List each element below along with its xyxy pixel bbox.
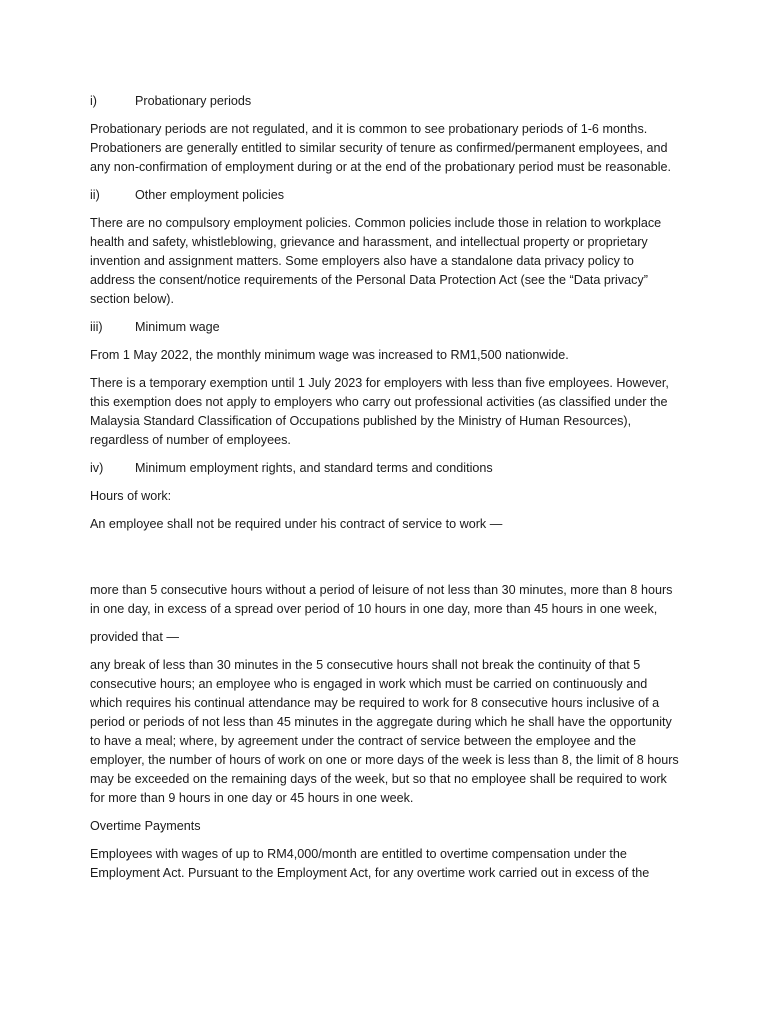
section-title: Minimum employment rights, and standard terms and conditions — [135, 461, 493, 475]
paragraph: provided that — — [90, 630, 179, 644]
section-number: iv) — [90, 461, 104, 475]
paragraph: From 1 May 2022, the monthly minimum wage was increased to RM1,500 nationwide. — [90, 348, 569, 362]
section-heading-employment-rights — [90, 459, 682, 478]
blank-space — [90, 543, 682, 581]
section-number: ii) — [90, 188, 100, 202]
section-heading-policies — [90, 186, 682, 205]
paragraph: Probationary periods are not regulated, and it is common to see probationary periods of 1-6 months. Probationers are generally entitled to similar security of tenure as confirmed/permanent employees, and any non-confirmation of employment during or at the end of the probationary period must be reasonable. — [90, 122, 672, 174]
paragraph: There is a temporary exemption until 1 July 2023 for employers with less than five employees. However, this exemption does not apply to employers who carry out professional activities (as classified under the Malaysia Standard Classification of Occupations published by the Ministry of Human Resources), regardless of number of employees. — [90, 376, 669, 447]
section-title: Other employment policies — [135, 188, 285, 202]
section-title: Probationary periods — [135, 94, 252, 108]
paragraph: An employee shall not be required under his contract of service to work — — [90, 517, 503, 531]
section-number: i) — [90, 94, 97, 108]
paragraph: more than 5 consecutive hours without a period of leisure of not less than 30 minutes, more than 8 hours in one day, in excess of a spread over period of 10 hours in one day, more than 45 hours in one week, — [90, 583, 673, 616]
section-heading-minimum-wage — [90, 318, 682, 337]
section-heading-probationary — [90, 92, 682, 111]
section-number: iii) — [90, 320, 103, 334]
paragraph: There are no compulsory employment policies. Common policies include those in relation to workplace health and safety, whistleblowing, grievance and harassment, and intellectual property or proprietary invention and assignment matters. Some employers also have a standalone data privacy policy to address the consent/notice requirements of the Personal Data Protection Act (see the “Data privacy” section below). — [90, 216, 662, 306]
section-title: Minimum wage — [135, 320, 220, 334]
document-page — [90, 92, 682, 892]
paragraph: any break of less than 30 minutes in the 5 consecutive hours shall not break the continuity of that 5 consecutive hours; an employee who is engaged in work which must be carried on continuously and which requires his continual attendance may be required to work for 8 consecutive hours inclusive of a period or periods of not less than 45 minutes in the aggregate during which he shall have the opportunity to have a meal; where, by agreement under the contract of service between the employee and the employer, the number of hours of work on one or more days of the week is less than 8, the limit of 8 hours may be exceeded on the remaining days of the week, but so that no employee shall be required to work for more than 9 hours in one day or 45 hours in one week. — [90, 658, 679, 805]
subheading: Overtime Payments — [90, 819, 201, 833]
paragraph: Employees with wages of up to RM4,000/month are entitled to overtime compensation under the Employment Act. Pursuant to the Employment Act, for any overtime work carried out in excess of the — [90, 847, 650, 880]
paragraph: Hours of work: — [90, 489, 172, 503]
